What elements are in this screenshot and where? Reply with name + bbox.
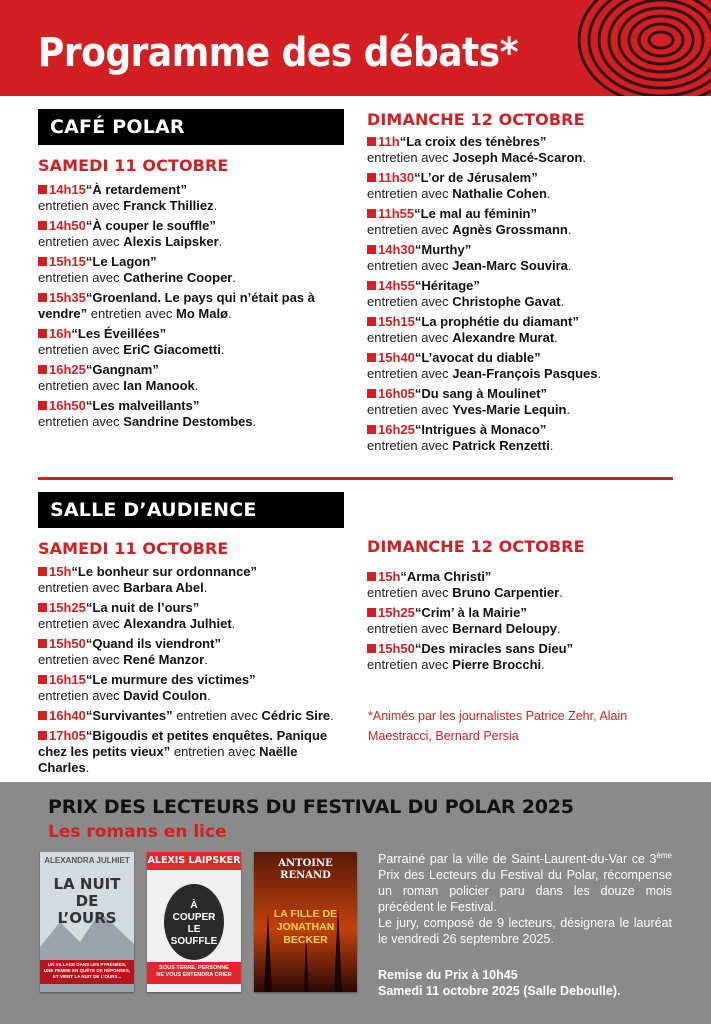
entry-person: Ian Manook [123, 378, 195, 393]
schedule-entry: 11h30“L’or de Jérusalem” entretien avec Nathalie Cohen. [367, 170, 551, 201]
entry-with: entretien avec [367, 621, 453, 636]
entry-time: 15h50 [378, 641, 415, 656]
entry-time: 14h50 [49, 218, 86, 233]
book-2-blurb: SOUS TERRE, PERSONNE NE VOUS ENTENDRA CRIER [156, 965, 232, 978]
schedule-entry: 15h15“La prophétie du diamant” entretien avec Alexandre Murat. [367, 314, 579, 345]
entry-title: “Du sang à Moulinet” [414, 386, 548, 401]
entry-title: “Quand ils viendront” [85, 636, 221, 651]
entry-person: Yves-Marie Lequin [452, 402, 567, 417]
entry-title: “La croix des ténèbres” [399, 134, 547, 149]
square-bullet-icon [38, 675, 47, 684]
square-bullet-icon [38, 401, 47, 410]
entry-with: entretien avec [367, 330, 453, 345]
entry-person: Pierre Brocchi [452, 657, 542, 672]
entry-with: entretien avec [367, 258, 453, 273]
entry-with: entretien avec [87, 306, 177, 321]
entry-with: entretien avec [367, 585, 453, 600]
square-bullet-icon [38, 293, 47, 302]
entry-person: Alexis Laipsker [123, 234, 219, 249]
entry-with: entretien avec [367, 366, 453, 381]
entry-person: Bruno Carpentier [452, 585, 560, 600]
salle-audience-sunday-list [367, 569, 667, 677]
entry-time: 15h40 [378, 350, 415, 365]
entry-time: 15h25 [49, 600, 86, 615]
entry-title: “Crim’ à la Mairie” [414, 605, 527, 620]
schedule-entry: 11h“La croix des ténèbres” entretien avec Joseph Macé-Scaron. [367, 134, 586, 165]
entry-with: entretien avec [38, 652, 124, 667]
entry-person: Jean-Marc Souvira [452, 258, 568, 273]
entry-with: entretien avec [38, 378, 124, 393]
prize-band [0, 782, 711, 1024]
entry-person: Joseph Macé-Scaron [452, 150, 583, 165]
prize-description [378, 848, 672, 947]
schedule-entry: 14h30“Murthy” entretien avec Jean-Marc Souvira. [367, 242, 572, 273]
entry-with: entretien avec [38, 234, 124, 249]
entry-time: 16h15 [49, 672, 86, 687]
square-bullet-icon [38, 221, 47, 230]
square-bullet-icon [38, 185, 47, 194]
entry-title: “L’or de Jérusalem” [414, 170, 538, 185]
entry-person: Christophe Gavat [452, 294, 561, 309]
entry-person: René Manzor [123, 652, 205, 667]
salle-audience-saturday-list [38, 564, 348, 780]
schedule-entry: 16h05“Du sang à Moulinet” entretien avec Yves-Marie Lequin. [367, 386, 571, 417]
entry-with: entretien avec [38, 580, 124, 595]
entry-time: 17h05 [49, 728, 86, 743]
schedule-entry: 16h40“Survivantes” entretien avec Cédric Sire. [38, 708, 348, 724]
entry-time: 15h [378, 569, 401, 584]
entry-time: 16h25 [378, 422, 415, 437]
entry-person: Patrick Renzetti [452, 438, 550, 453]
prize-subtitle: Les romans en lice [48, 822, 227, 842]
cafe-polar-sunday-list [367, 134, 667, 458]
entry-with: entretien avec [38, 688, 124, 703]
square-bullet-icon [38, 365, 47, 374]
entry-title: “Bigoudis et petites enquêtes. Panique chez les petits vieux” [38, 728, 328, 759]
entry-with: entretien avec [367, 150, 453, 165]
entry-person: Sandrine Destombes [123, 414, 253, 429]
prize-award-info [378, 967, 620, 999]
schedule-entry: 15h35“Groenland. Le pays qui n’était pas à vendre” entretien avec Mo Malø. [38, 290, 315, 321]
entry-time: 15h15 [49, 254, 86, 269]
prize-title: PRIX DES LECTEURS DU FESTIVAL DU POLAR 2025 [48, 796, 574, 818]
book-1-author: ALEXANDRA JULHIET [44, 856, 130, 865]
entry-with: entretien avec [367, 222, 453, 237]
book-3-author: ANTOINE RENAND [278, 858, 333, 881]
book-cover-julhiet [40, 852, 134, 992]
entry-title: “L’avocat du diable” [414, 350, 541, 365]
entry-title: “Les Éveillées” [71, 326, 167, 341]
square-bullet-icon [38, 567, 47, 576]
square-bullet-icon [367, 425, 376, 434]
square-bullet-icon [367, 173, 376, 182]
entry-with: entretien avec [38, 198, 124, 213]
entry-time: 15h35 [49, 290, 86, 305]
square-bullet-icon [38, 257, 47, 266]
schedule-entry: 16h15“Le murmure des victimes” entretien avec David Coulon. [38, 672, 256, 703]
salle-audience-saturday-title: SAMEDI 11 OCTOBRE [38, 539, 229, 558]
entry-with: entretien avec [170, 744, 260, 759]
page-title: Programme des débats* [38, 30, 519, 76]
entry-time: 16h [49, 326, 72, 341]
schedule-entry: 15h50“Quand ils viendront” entretien avec René Manzor. [38, 636, 221, 667]
prize-paragraph-2: Le jury, composé de 9 lecteurs, désignera le lauréat le vendredi 26 septembre 2025. [378, 916, 672, 947]
entry-person: EriC Giacometti [123, 342, 221, 357]
square-bullet-icon [367, 608, 376, 617]
entry-time: 16h05 [378, 386, 415, 401]
section-cafe-polar: CAFÉ POLAR [38, 109, 344, 145]
square-bullet-icon [367, 389, 376, 398]
entry-title: “Groenland. Le pays qui n’était pas à vendre” [38, 290, 315, 321]
schedule-entry: 15h40“L’avocat du diable” entretien avec Jean-François Pasques. [367, 350, 602, 381]
entry-title: “Gangnam” [85, 362, 159, 377]
entry-time: 11h [378, 134, 400, 149]
entry-time: 16h25 [49, 362, 86, 377]
cafe-polar-saturday-list [38, 182, 338, 434]
entry-title: “Le mal au féminin” [414, 206, 537, 221]
entry-title: “Le Lagon” [85, 254, 157, 269]
book-2-author: ALEXIS LAIPSKER [147, 855, 241, 866]
footnote: *Animés par les journalistes Patrice Zehr, Alain Maestracci, Bernard Persia [368, 709, 628, 743]
entry-person: Barbara Abel [123, 580, 204, 595]
schedule-entry: 11h55“Le mal au féminin” entretien avec Agnès Grossmann. [367, 206, 572, 237]
square-bullet-icon [367, 317, 376, 326]
square-bullet-icon [367, 572, 376, 581]
entry-person: Alexandre Murat [452, 330, 555, 345]
entry-title: “Intrigues à Monaco” [414, 422, 547, 437]
entry-person: Jean-François Pasques [452, 366, 598, 381]
schedule-entry: 15h50“Des miracles sans Dieu” entretien avec Pierre Brocchi. [367, 641, 574, 672]
schedule-entry: 14h15“À retardement” entretien avec Franck Thilliez. [38, 182, 218, 213]
entry-time: 15h50 [49, 636, 86, 651]
entry-person: Bernard Deloupy [452, 621, 558, 636]
square-bullet-icon [38, 603, 47, 612]
prize-paragraph-1: Parrainé par la ville de Saint-Laurent-du-Var ce 3ème Prix des Lecteurs du Festival du Polar, récompense un roman policier paru dans les douze mois précédent le Festival. [378, 851, 672, 915]
entry-time: 15h15 [378, 314, 415, 329]
schedule-entry: 15h25“La nuit de l’ours” entretien avec Alexandra Julhiet. [38, 600, 236, 631]
square-bullet-icon [38, 329, 47, 338]
entry-with: entretien avec [367, 294, 453, 309]
salle-audience-sunday-title: DIMANCHE 12 OCTOBRE [367, 537, 585, 556]
entry-title: “Des miracles sans Dieu” [414, 641, 574, 656]
entry-title: “Le bonheur sur ordonnance” [71, 564, 258, 579]
entry-title: “Les malveillants” [85, 398, 200, 413]
entry-time: 16h50 [49, 398, 86, 413]
entry-time: 15h [49, 564, 72, 579]
book-cover-renand [254, 852, 357, 992]
square-bullet-icon [367, 137, 376, 146]
entry-with: entretien avec [367, 657, 453, 672]
entry-title: “Héritage” [414, 278, 480, 293]
entry-person: Alexandra Julhiet [123, 616, 232, 631]
entry-title: “La nuit de l’ours” [85, 600, 200, 615]
entry-with: entretien avec [38, 342, 124, 357]
entry-title: “Le murmure des victimes” [85, 672, 256, 687]
schedule-entry: 15h15“Le Lagon” entretien avec Catherine Cooper. [38, 254, 236, 285]
award-time: Remise du Prix à 10h45 [378, 968, 518, 982]
square-bullet-icon [367, 644, 376, 653]
square-bullet-icon [367, 245, 376, 254]
schedule-entry: 16h25“Gangnam” entretien avec Ian Manook. [38, 362, 199, 393]
schedule-entry: 16h25“Intrigues à Monaco” entretien avec Patrick Renzetti. [367, 422, 554, 453]
schedule-entry: 15h“Arma Christi” entretien avec Bruno Carpentier. [367, 569, 563, 600]
entry-person: Cédric Sire [261, 708, 331, 723]
schedule-entry: 15h“Le bonheur sur ordonnance” entretien avec Barbara Abel. [38, 564, 258, 595]
entry-time: 11h30 [378, 170, 415, 185]
schedule-entry: 16h“Les Éveillées” entretien avec EriC Giacometti. [38, 326, 225, 357]
entry-person: Franck Thilliez [123, 198, 214, 213]
book-cover-laipsker [147, 852, 241, 992]
entry-person: David Coulon [123, 688, 208, 703]
entry-title: “La prophétie du diamant” [414, 314, 579, 329]
entry-title: “Survivantes” [85, 708, 173, 723]
entry-with: entretien avec [367, 402, 453, 417]
entry-title: “Arma Christi” [400, 569, 492, 584]
square-bullet-icon [367, 281, 376, 290]
entry-time: 11h55 [378, 206, 415, 221]
entry-person: Naëlle Charles [38, 744, 298, 775]
book-1-blurb: UN VILLAGE DANS LES PYRÉNÉES, UNE FEMME EN QUÊTE DE RÉPONSES, ET VIENT LA NUIT DE L’OURS... [43, 962, 131, 979]
entry-with: entretien avec [367, 186, 453, 201]
square-bullet-icon [367, 209, 376, 218]
entry-time: 15h25 [378, 605, 415, 620]
entry-with: entretien avec [367, 438, 453, 453]
entry-with: entretien avec [38, 616, 124, 631]
cafe-polar-sunday-title: DIMANCHE 12 OCTOBRE [367, 110, 585, 129]
square-bullet-icon [38, 711, 47, 720]
entry-time: 16h40 [49, 708, 86, 723]
fingerprint-icon [561, 0, 711, 96]
schedule-entry: 14h55“Héritage” entretien avec Christophe Gavat. [367, 278, 565, 309]
schedule-entry: 17h05“Bigoudis et petites enquêtes. Panique chez les petits vieux” entretien avec Naëlle Charles. [38, 728, 328, 775]
entry-with: entretien avec [38, 414, 124, 429]
schedule-entry: 14h50“À couper le souffle” entretien avec Alexis Laipsker. [38, 218, 223, 249]
entry-person: Mo Malø [176, 306, 229, 321]
cafe-polar-saturday-title: SAMEDI 11 OCTOBRE [38, 156, 229, 175]
entry-person: Nathalie Cohen [452, 186, 547, 201]
schedule-entry: 16h50“Les malveillants” entretien avec Sandrine Destombes. [38, 398, 257, 429]
schedule-entry: 15h25“Crim’ à la Mairie” entretien avec Bernard Deloupy. [367, 605, 561, 636]
entry-person: Agnès Grossmann [452, 222, 568, 237]
entry-time: 14h15 [49, 182, 86, 197]
book-1-title: LA NUIT DE L’OURS [53, 875, 121, 927]
section-salle-audience: SALLE D’AUDIENCE [38, 492, 344, 528]
entry-time: 14h55 [378, 278, 415, 293]
entry-with: entretien avec [172, 708, 262, 723]
book-3-title: LA FILLE DE JONATHAN BECKER [273, 908, 338, 946]
entry-person: Catherine Cooper [123, 270, 233, 285]
header-band [0, 0, 711, 96]
entry-title: “À retardement” [85, 182, 188, 197]
entry-with: entretien avec [38, 270, 124, 285]
entry-time: 14h30 [378, 242, 415, 257]
section-divider [38, 477, 673, 480]
square-bullet-icon [38, 731, 47, 740]
entry-title: “Murthy” [414, 242, 472, 257]
square-bullet-icon [367, 353, 376, 362]
book-2-title: À COUPER LE SOUFFLE [170, 900, 218, 947]
entry-title: “À couper le souffle” [85, 218, 216, 233]
square-bullet-icon [38, 639, 47, 648]
award-date: Samedi 11 octobre 2025 (Salle Deboulle). [378, 984, 621, 998]
